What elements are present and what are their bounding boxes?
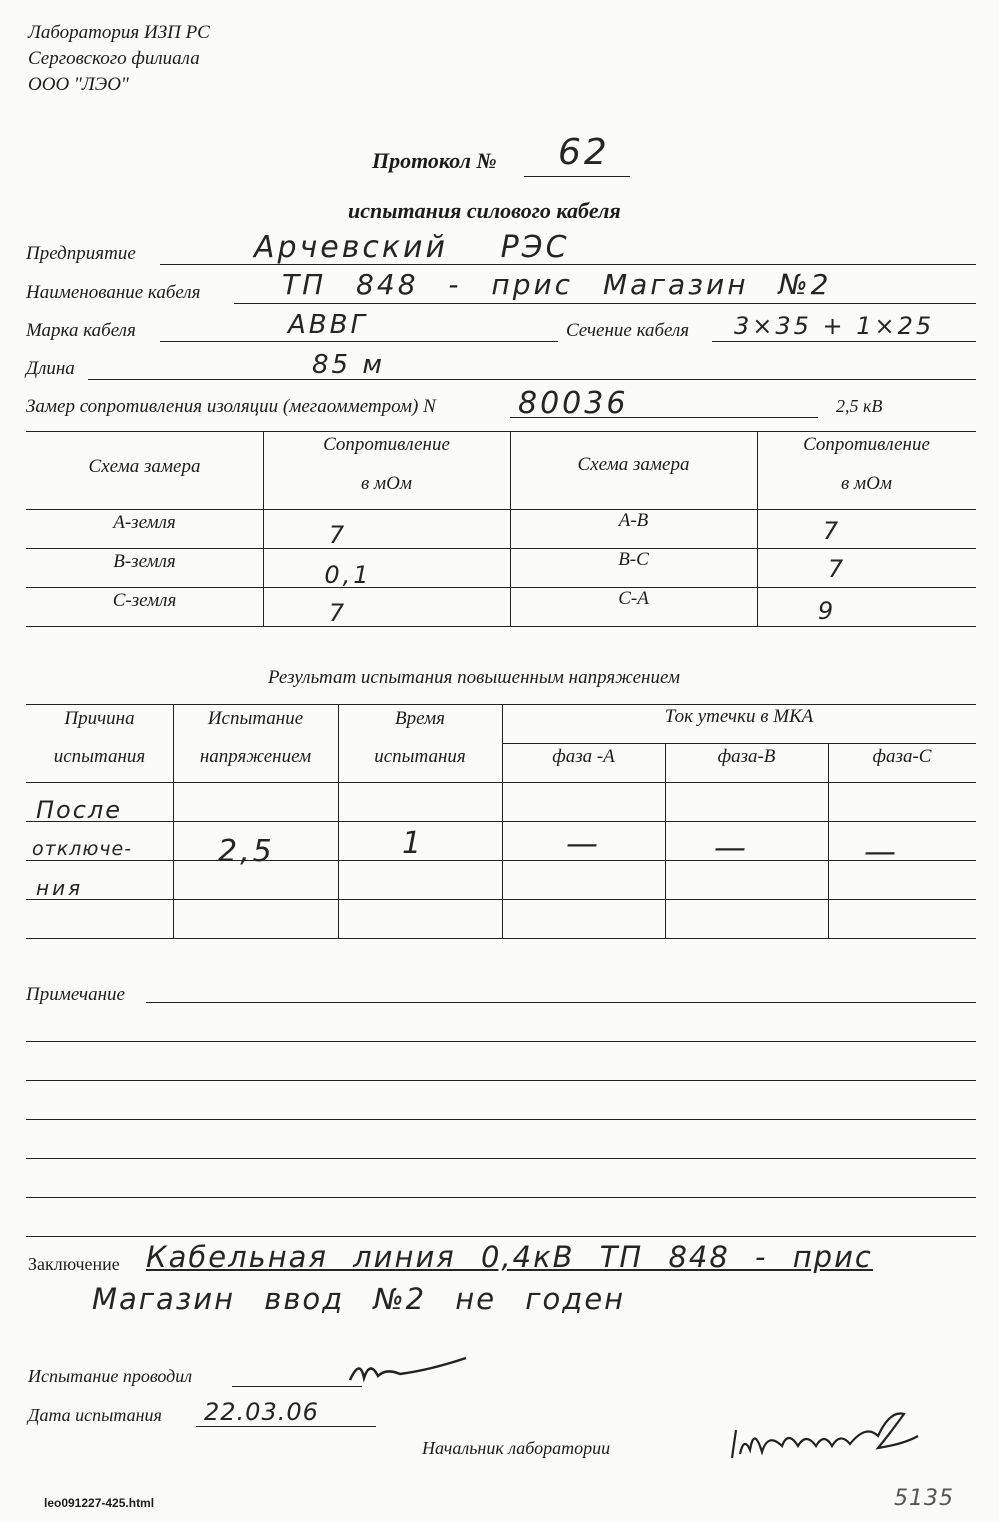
enterprise-label: Предприятие xyxy=(26,243,136,264)
res-header-value-2-l2: в мОм xyxy=(841,473,892,494)
res-value-b-ground: 0,1 xyxy=(324,561,372,589)
res-scheme-c-ground: С-земля xyxy=(112,590,177,611)
length-value: 85 м xyxy=(312,350,385,380)
res-scheme-b-ground: В-земля xyxy=(113,551,176,572)
hv-header-phase-a: фаза -А xyxy=(552,746,615,767)
source-filename: leo091227-425.html xyxy=(44,1496,155,1510)
hv-header-voltage-l2: напряжением xyxy=(199,746,312,767)
enterprise-value: Арчевский РЭС xyxy=(254,230,570,265)
res-value-a-ground: 7 xyxy=(328,521,348,549)
res-scheme-a-b: А-В xyxy=(618,510,649,531)
res-scheme-a-ground: А-земля xyxy=(113,512,176,533)
hv-header-time-l2: испытания xyxy=(374,746,466,767)
lab-head-label: Начальник лаборатории xyxy=(422,1438,611,1458)
conclusion-label: Заключение xyxy=(28,1254,120,1274)
cable-brand-label: Марка кабеля xyxy=(26,320,136,341)
res-value-b-c: 7 xyxy=(827,555,847,583)
cable-brand-value: АВВГ xyxy=(288,310,368,340)
page-mark: 5135 xyxy=(894,1486,954,1511)
res-value-c-ground: 7 xyxy=(328,599,348,627)
res-scheme-c-a: С-А xyxy=(618,588,649,609)
test-date-value: 22.03.06 xyxy=(204,1398,319,1426)
res-header-scheme-1: Схема замера xyxy=(88,456,201,477)
hv-phase-c-value: — xyxy=(864,832,896,870)
test-date-label: Дата испытания xyxy=(28,1405,162,1425)
conclusion-line1: Кабельная линия 0,4кВ ТП 848 - прис xyxy=(146,1240,873,1274)
tester-signature xyxy=(340,1350,480,1390)
res-value-c-a: 9 xyxy=(817,597,837,625)
document-subtitle: испытания силового кабеля xyxy=(348,198,621,223)
hv-reason-line2: отключе- xyxy=(32,838,133,860)
tested-by-label: Испытание проводил xyxy=(28,1366,193,1386)
res-header-scheme-2: Схема замера xyxy=(577,454,690,475)
protocol-number: 62 xyxy=(558,132,610,173)
res-scheme-b-c: В-С xyxy=(618,549,649,570)
hv-header-voltage-l1: Испытание xyxy=(207,708,304,729)
hv-header-time-l1: Время xyxy=(394,708,446,729)
hv-reason-line1: После xyxy=(36,796,123,824)
res-header-value-2-l1: Сопротивление xyxy=(803,434,930,455)
measure-label: Замер сопротивления изоляции (мегаомметром) N xyxy=(26,396,436,417)
cable-name-label: Наименование кабеля xyxy=(26,282,201,303)
hv-header-phase-c: фаза-С xyxy=(872,746,932,767)
notes-label: Примечание xyxy=(26,984,125,1005)
measure-voltage: 2,5 кВ xyxy=(836,396,883,416)
hv-voltage-value: 2,5 xyxy=(218,834,275,869)
lab-name-line1: Лаборатория ИЗП РС xyxy=(28,22,210,43)
lab-name-line3: ООО "ЛЭО" xyxy=(28,74,129,95)
hv-reason-line3: ния xyxy=(36,876,84,900)
hv-phase-b-value: — xyxy=(714,828,746,866)
cable-name-value: ТП 848 - прис Магазин №2 xyxy=(282,268,832,301)
res-header-value-1-l2: в мОм xyxy=(361,473,412,494)
hv-section-title: Результат испытания повышенным напряжением xyxy=(268,667,681,688)
res-value-a-b: 7 xyxy=(822,517,842,545)
cable-section-label: Сечение кабеля xyxy=(566,320,690,341)
measure-device-number: 80036 xyxy=(518,386,629,421)
hv-time-value: 1 xyxy=(402,826,425,861)
lab-head-signature xyxy=(728,1396,928,1466)
protocol-label: Протокол № xyxy=(372,148,497,173)
lab-name-line2: Серговского филиала xyxy=(28,48,200,69)
cable-section-value: 3×35 + 1×25 xyxy=(734,312,935,340)
conclusion-line2: Магазин ввод №2 не годен xyxy=(92,1282,626,1316)
hv-header-phase-b: фаза-В xyxy=(717,746,776,767)
res-header-value-1-l1: Сопротивление xyxy=(323,434,450,455)
hv-header-leak-current: Ток утечки в МКА xyxy=(664,706,814,727)
length-label: Длина xyxy=(26,358,75,379)
hv-phase-a-value: — xyxy=(566,824,598,862)
hv-header-reason-l1: Причина xyxy=(64,708,135,729)
hv-header-reason-l2: испытания xyxy=(53,746,146,767)
